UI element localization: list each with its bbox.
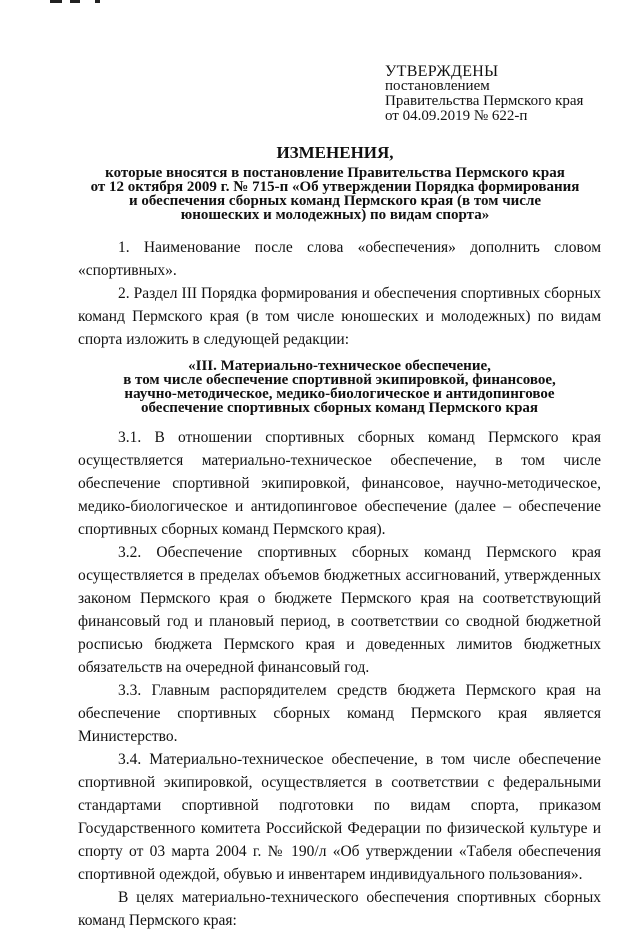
section-heading-line: в том числе обеспечение спортивной экипировкой, финансовое, [123,372,556,388]
paragraph-2: 2. Раздел III Порядка формирования и обеспечения спортивных сборных команд Пермского края (в том числе юношеских и молодежных) по видам спорта изложить в следующей редакции: [78,285,601,348]
approval-date: от 04.09.2019 № 622-п [385,108,528,124]
subtitle-line: от 12 октября 2009 г. № 715-п «Об утверждении Порядка формирования [90,179,580,195]
scan-artifact [70,0,80,3]
section-heading-line: научно-методическое, медико-биологическое и антидопинговое [124,386,555,402]
subtitle-line: и обеспечения сборных команд Пермского края (в том числе [128,193,542,209]
approval-line: Правительства Пермского края [385,93,584,109]
subtitle-line: которые вносятся в постановление Правительства Пермского края [105,165,565,181]
item-3-2: 3.2. Обеспечение спортивных сборных команд Пермского края осуществляется в пределах объемов бюджетных ассигнований, утвержденных законом Пермского края о бюджете Пермского края на соответствующий финансовый год и плановый период, в соответствии со сводной бюджетной росписью бюджета Пермского края и доведенных лимитов бюджетных обязательств на очередной финансовый год. [78,544,601,676]
approval-title: УТВЕРЖДЕНЫ [385,63,499,80]
section-heading [78,359,601,415]
section-heading-line: обеспечение спортивных сборных команд Пермского края [140,400,539,416]
item-3-3: 3.3. Главным распорядителем средств бюджета Пермского края на обеспечение спортивных сборных команд Пермского края является Министерство. [78,682,601,745]
paragraph-1: 1. Наименование после слова «обеспечения» дополнить словом «спортивных». [78,239,601,279]
subtitle-line: юношеских и молодежных) по видам спорта» [180,207,490,223]
document-body [78,236,601,932]
document-heading [70,142,600,222]
approval-stamp [385,64,583,124]
document-title: ИЗМЕНЕНИЯ, [276,143,394,162]
paragraph-intro: В целях материально-технического обеспечения спортивных сборных команд Пермского края: [78,889,601,929]
item-3-1: 3.1. В отношении спортивных сборных команд Пермского края осуществляется материально-техническое обеспечение, в том числе обеспечение спортивной экипировкой, финансовое, научно-методическое, медико-биологическое и антидопинговое обеспечение (далее – обеспечение спортивных сборных команд Пермского края). [78,429,601,538]
section-heading-line: «III. Материально-техническое обеспечение, [188,358,491,374]
scan-artifact [50,0,62,3]
approval-line: постановлением [385,78,490,94]
scan-artifact [95,0,100,3]
item-3-4: 3.4. Материально-техническое обеспечение, в том числе обеспечение спортивной экипировкой, осуществляется в соответствии с федеральными стандартами спортивной подготовки по видам спорта, приказом Государственного комитета Российской Федерации по физической культуре и спорту от 03 марта 2004 г. № 190/л «Об утверждении «Табеля обеспечения спортивной одеждой, обувью и инвентарем индивидуального пользования». [78,751,601,883]
